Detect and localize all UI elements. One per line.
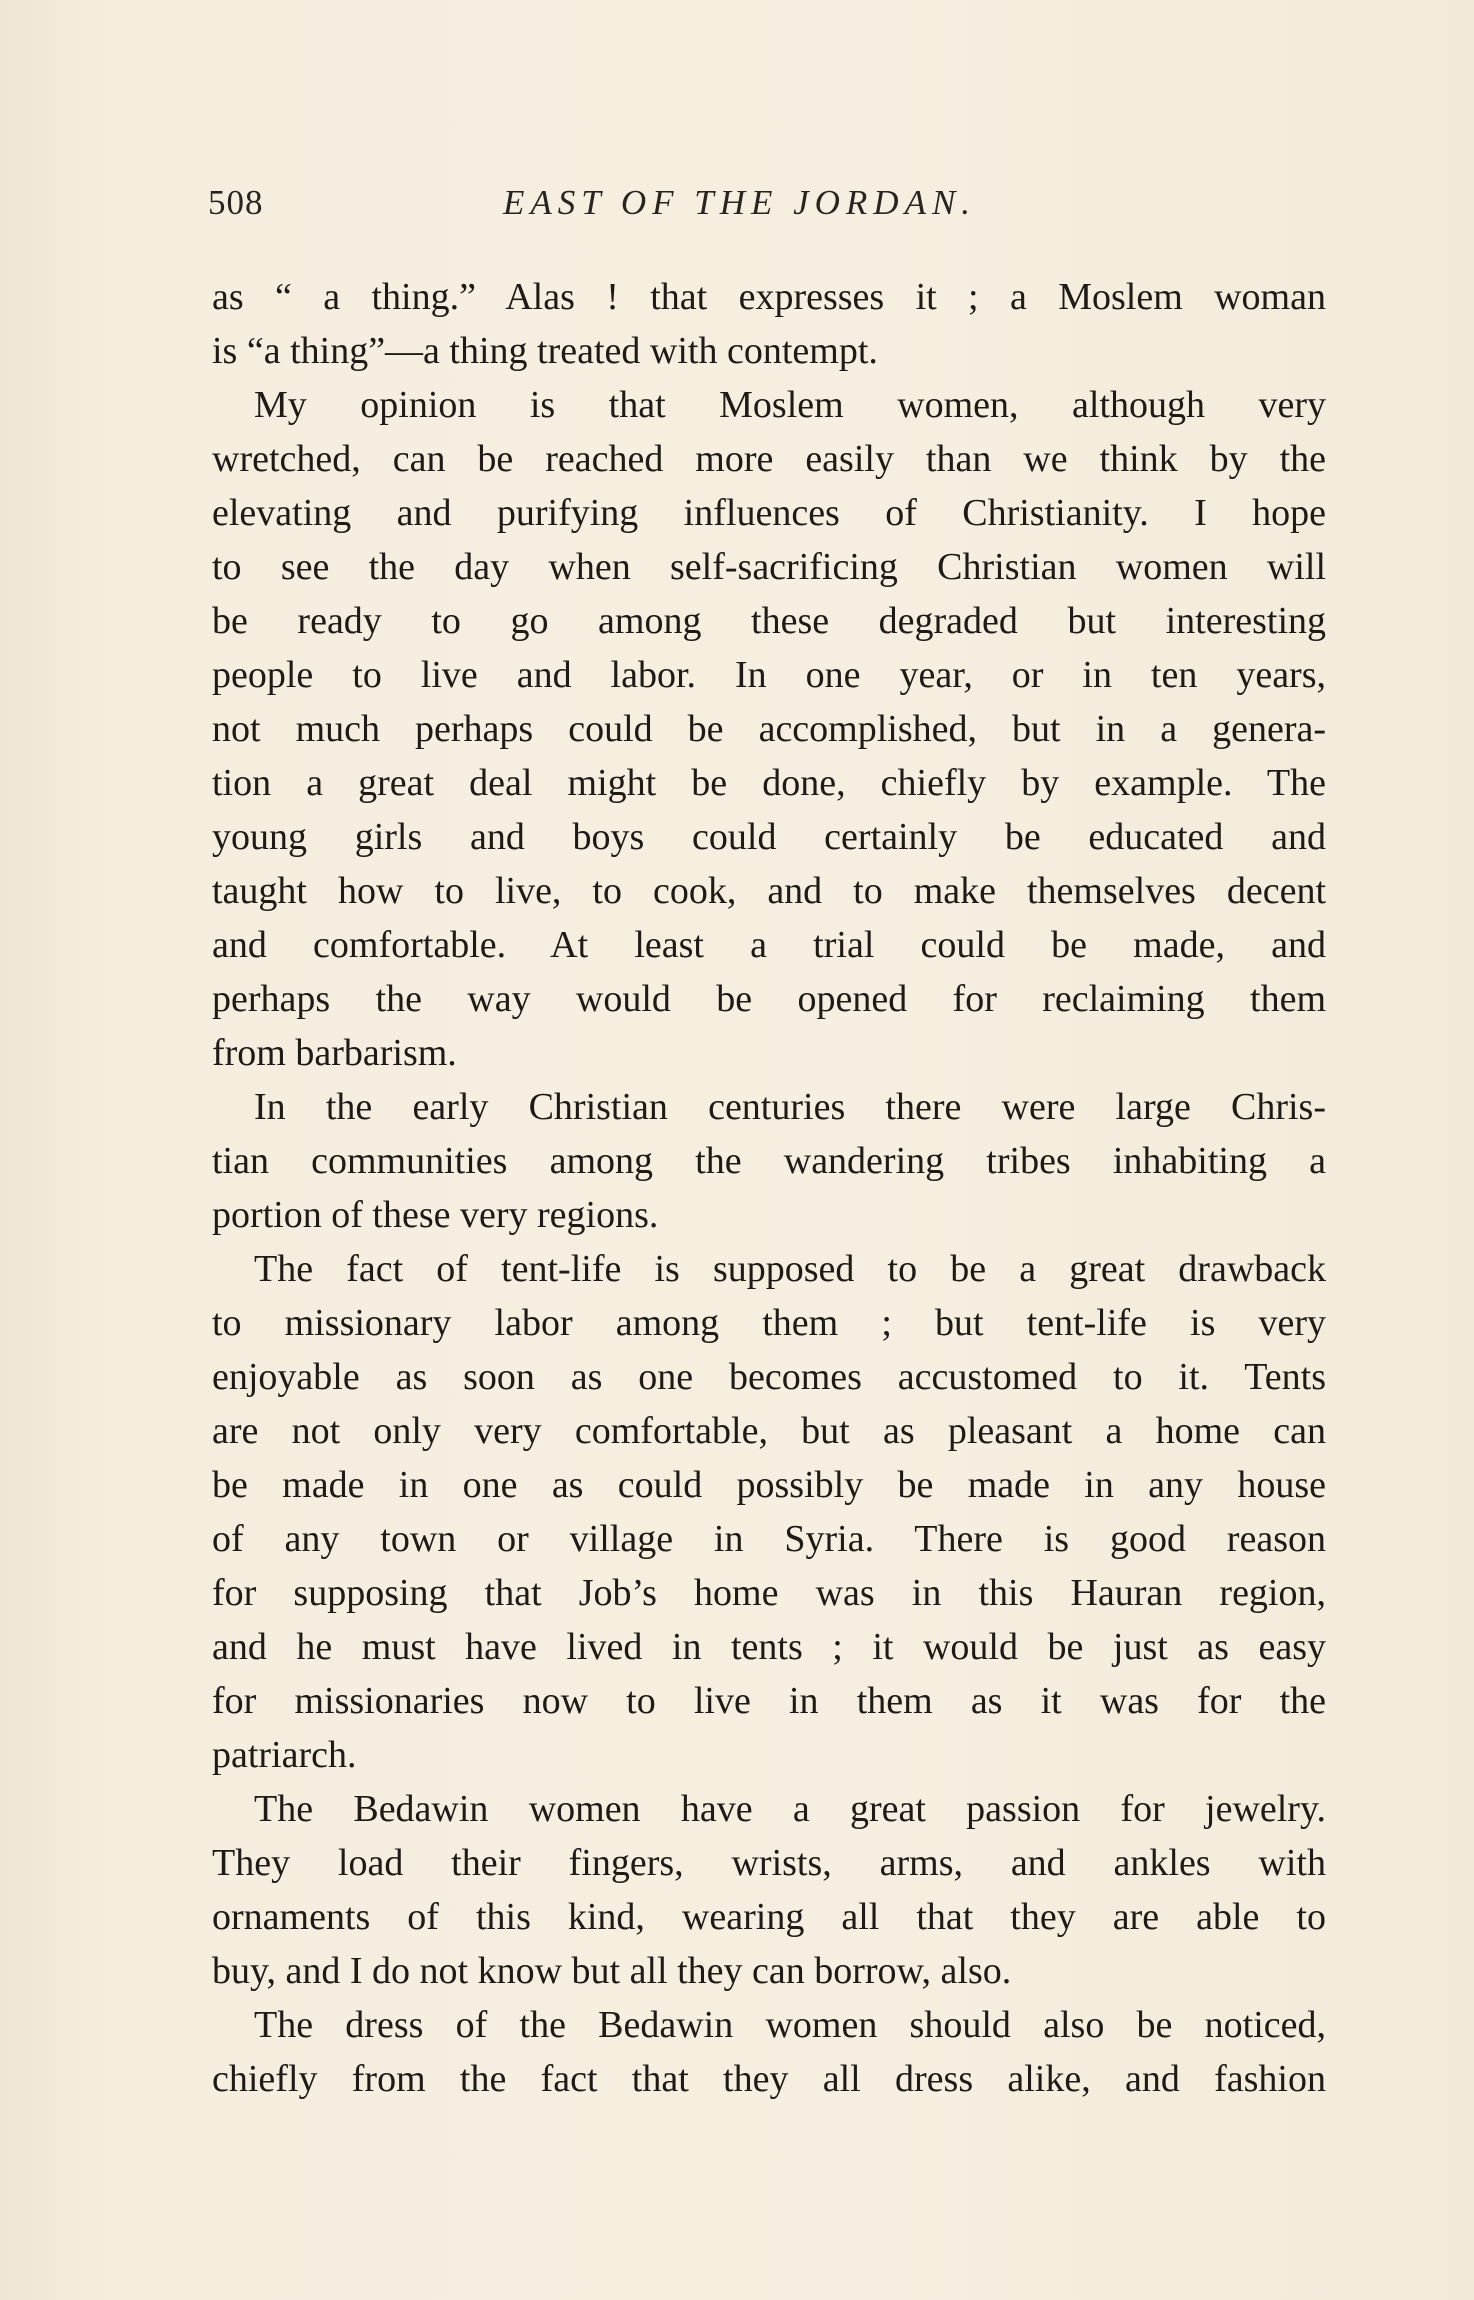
text-line: perhaps the way would be opened for reclaiming them <box>212 978 1326 1020</box>
text-line: from barbarism. <box>212 1032 457 1074</box>
text-line: wretched, can be reached more easily than we think by the <box>212 438 1326 480</box>
text-line: be made in one as could possibly be made in any house <box>212 1464 1326 1506</box>
text-line: chiefly from the fact that they all dress alike, and fashion <box>212 2058 1326 2100</box>
text-line: patriarch. <box>212 1734 357 1776</box>
text-line: elevating and purifying influences of Christianity. I hope <box>212 492 1326 534</box>
text-line: ornaments of this kind, wearing all that they are able to <box>212 1896 1326 1938</box>
paragraph-first-line: The fact of tent-life is supposed to be a great drawback <box>254 1248 1326 1290</box>
body-text <box>212 270 1326 2106</box>
text-line: people to live and labor. In one year, or in ten years, <box>212 654 1326 696</box>
text-line: and he must have lived in tents ; it would be just as easy <box>212 1626 1326 1668</box>
text-line: are not only very comfortable, but as pleasant a home can <box>212 1410 1326 1452</box>
paragraph-first-line: My opinion is that Moslem women, although very <box>254 384 1326 426</box>
running-title: EAST OF THE JORDAN. <box>503 183 977 222</box>
text-line: to missionary labor among them ; but tent-life is very <box>212 1302 1326 1344</box>
text-line: enjoyable as soon as one becomes accustomed to it. Tents <box>212 1356 1326 1398</box>
page-number: 508 <box>208 183 264 222</box>
text-line: portion of these very regions. <box>212 1194 659 1236</box>
text-line: young girls and boys could certainly be educated and <box>212 816 1326 858</box>
text-line: They load their fingers, wrists, arms, and ankles with <box>212 1842 1326 1884</box>
text-line: be ready to go among these degraded but interesting <box>212 600 1326 642</box>
text-line: tian communities among the wandering tribes inhabiting a <box>212 1140 1326 1182</box>
running-head <box>208 183 1328 243</box>
text-line: taught how to live, to cook, and to make themselves decent <box>212 870 1326 912</box>
text-line: for missionaries now to live in them as it was for the <box>212 1680 1326 1722</box>
text-line: tion a great deal might be done, chiefly by example. The <box>212 762 1326 804</box>
text-line: to see the day when self-sacrificing Christian women will <box>212 546 1326 588</box>
text-line: as “ a thing.” Alas ! that expresses it ; a Moslem woman <box>212 276 1326 318</box>
paragraph-first-line: In the early Christian centuries there were large Chris- <box>254 1086 1326 1128</box>
text-line: buy, and I do not know but all they can borrow, also. <box>212 1950 1012 1992</box>
paragraph-first-line: The dress of the Bedawin women should also be noticed, <box>254 2004 1326 2046</box>
text-line: is “a thing”—a thing treated with contempt. <box>212 330 878 372</box>
text-line: for supposing that Job’s home was in this Hauran region, <box>212 1572 1326 1614</box>
text-line: not much perhaps could be accomplished, but in a genera- <box>212 708 1326 750</box>
paragraph-first-line: The Bedawin women have a great passion for jewelry. <box>254 1788 1326 1830</box>
text-line: of any town or village in Syria. There is good reason <box>212 1518 1326 1560</box>
text-line: and comfortable. At least a trial could be made, and <box>212 924 1326 966</box>
